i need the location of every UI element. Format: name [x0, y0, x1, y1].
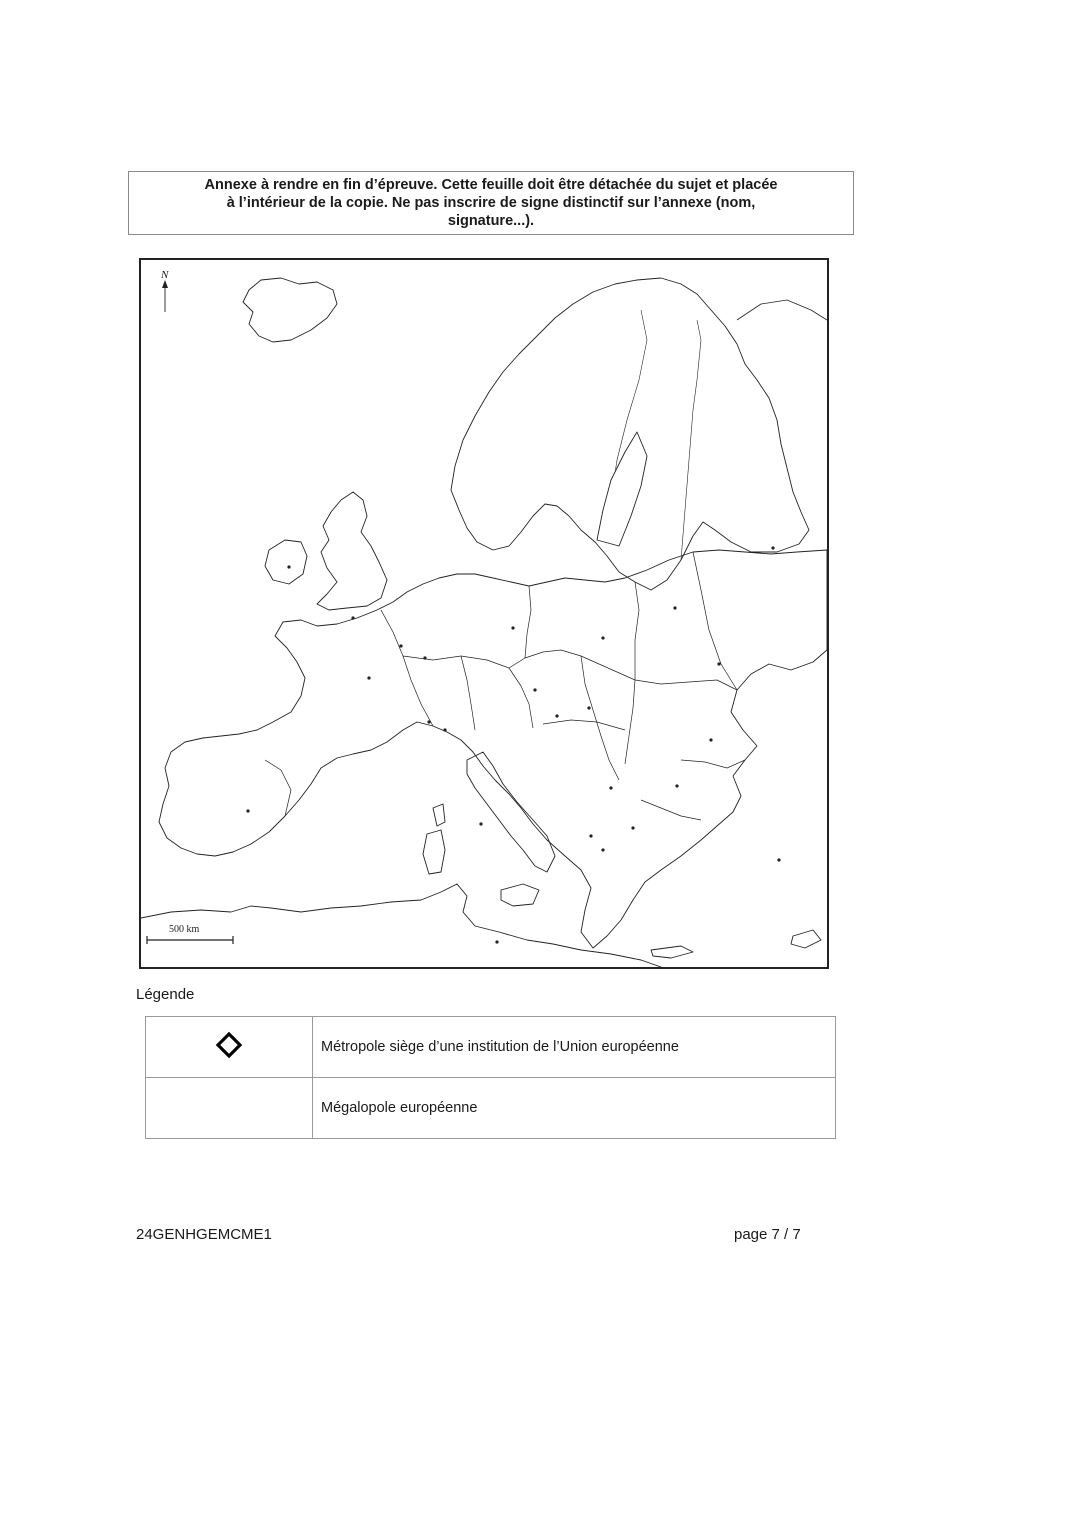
north-arrow-icon: [162, 280, 168, 312]
cyprus-coast: [791, 930, 821, 948]
ireland-coast: [265, 540, 307, 584]
north-africa-coast: [141, 884, 661, 967]
instructions-line-1: Annexe à rendre en fin d’épreuve. Cette feuille doit être détachée du sujet et placée: [204, 177, 778, 193]
capital-dots: [246, 546, 780, 943]
legend-row: [146, 1078, 836, 1139]
italy-coast: [467, 752, 555, 872]
scale-label: 500 km: [169, 924, 200, 935]
crete-coast: [651, 946, 693, 958]
instructions-line-2: à l’intérieur de la copie. Ne pas inscrire de signe distinctif sur l’annexe (nom,: [226, 195, 756, 211]
continent-coast: [159, 550, 827, 948]
scale-bar: [147, 936, 233, 944]
instructions-box: [128, 171, 854, 235]
instructions-line-3: signature...).: [447, 213, 535, 229]
iceland-coast: [243, 278, 337, 342]
sicily-coast: [501, 884, 539, 906]
legend-symbol-cell-empty[interactable]: [146, 1078, 313, 1139]
page-number: page 7 / 7: [734, 1226, 801, 1243]
legend-row: [146, 1017, 836, 1078]
legend-title: Légende: [136, 986, 195, 1003]
legend-label: Métropole siège d’une institution de l’Union européenne: [313, 1017, 836, 1078]
sardinia-coast: [423, 830, 445, 874]
legend-table: [145, 1016, 836, 1139]
scandinavia-coast: [451, 278, 809, 590]
europe-map[interactable]: [139, 258, 829, 969]
great-britain-coast: [317, 492, 387, 610]
document-code: 24GENHGEMCME1: [136, 1226, 272, 1243]
legend-label: Mégalopole européenne: [313, 1078, 836, 1139]
corsica-coast: [433, 804, 445, 826]
legend-symbol-cell: [146, 1017, 313, 1078]
north-label: N: [161, 269, 169, 281]
diamond-icon: [215, 1031, 243, 1059]
